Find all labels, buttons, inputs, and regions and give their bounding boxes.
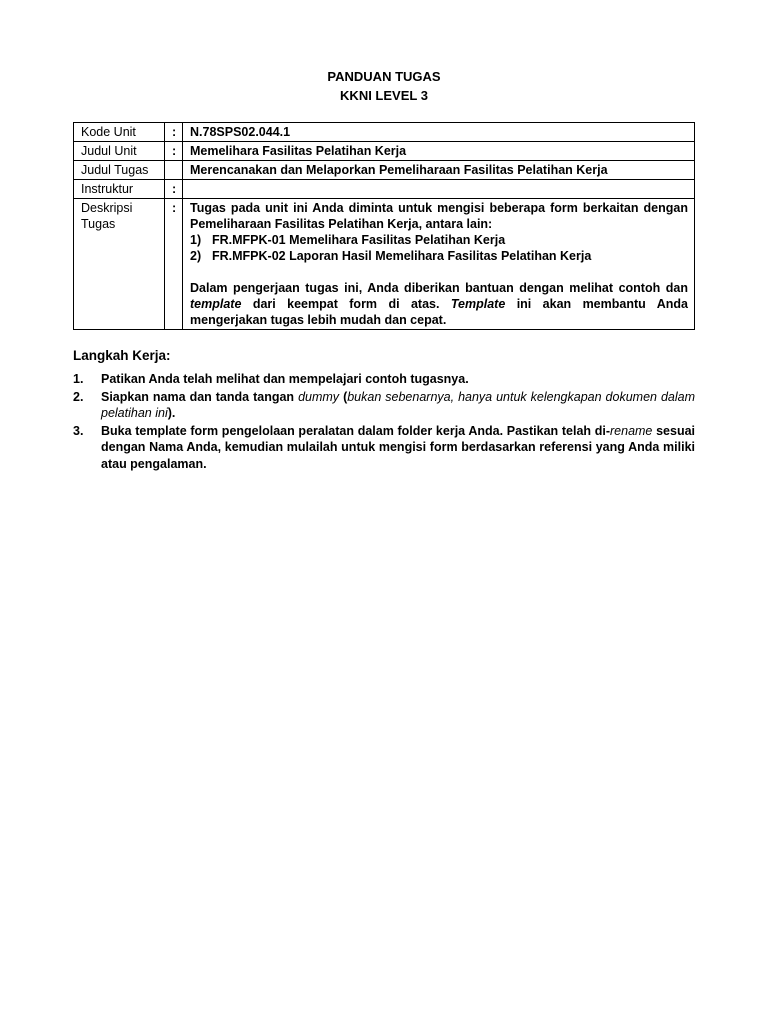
form-list (190, 232, 688, 264)
label-deskripsi-line1: Deskripsi (81, 201, 133, 215)
note-italic-template: template (190, 297, 242, 311)
list-item-number: 1) (190, 233, 202, 247)
list-item-number: 2) (190, 249, 202, 263)
langkah-kerja-list (73, 371, 695, 473)
step-text-a: Siapkan nama dan tanda tangan (101, 389, 295, 404)
separator: : (165, 123, 183, 142)
step-item (73, 389, 695, 422)
step-italic-rename: rename (610, 423, 653, 438)
step-text (101, 423, 695, 473)
list-item (190, 248, 688, 264)
step-text: Patikan Anda telah melihat dan mempelajari contoh tugasnya. (101, 372, 469, 386)
separator-empty (165, 161, 183, 180)
step-text-c: ). (167, 406, 176, 420)
note-text-3: ini akan membantu Anda mengerjakan tugas lebih mudah dan cepat. (190, 297, 688, 327)
label-judul-tugas: Judul Tugas (74, 161, 165, 180)
list-item-text: FR.MFPK-02 Laporan Hasil Memelihara Fasilitas Pelatihan Kerja (212, 249, 592, 263)
step-number: 1. (73, 372, 84, 386)
separator: : (165, 180, 183, 199)
label-judul-unit: Judul Unit (74, 142, 165, 161)
label-kode-unit: Kode Unit (74, 123, 165, 142)
deskripsi-note (190, 280, 688, 328)
step-item (73, 371, 695, 388)
label-instruktur: Instruktur (74, 180, 165, 199)
table-row-judul-tugas (74, 161, 695, 180)
value-instruktur (183, 180, 695, 199)
list-item-text: FR.MFPK-01 Memelihara Fasilitas Pelatihan Kerja (212, 233, 506, 247)
value-judul-unit: Memelihara Fasilitas Pelatihan Kerja (183, 142, 695, 161)
document-title: PANDUAN TUGAS (327, 69, 441, 84)
step-text-b: ( (343, 389, 348, 404)
value-kode-unit: N.78SPS02.044.1 (183, 123, 695, 142)
label-deskripsi-tugas (74, 199, 165, 330)
value-judul-tugas: Merencanakan dan Melaporkan Pemeliharaan Fasilitas Pelatihan Kerja (183, 161, 695, 180)
step-text (101, 389, 695, 422)
document-subtitle: KKNI LEVEL 3 (340, 88, 428, 103)
separator: : (165, 199, 183, 330)
step-text-a: Buka template form pengelolaan peralatan dalam folder kerja Anda. Pastikan telah di- (101, 423, 610, 438)
note-text-2: dari keempat form di atas. (252, 297, 440, 311)
table-row-kode-unit (74, 123, 695, 142)
step-number: 3. (73, 423, 84, 438)
note-text-1: Dalam pengerjaan tugas ini, Anda diberikan bantuan dengan melihat contoh dan (190, 281, 688, 295)
task-info-table (73, 122, 695, 330)
label-deskripsi-line2: Tugas (81, 217, 116, 231)
table-row-instruktur (74, 180, 695, 199)
table-row-judul-unit (74, 142, 695, 161)
step-italic-dummy: dummy (298, 389, 340, 404)
table-row-deskripsi (74, 199, 695, 330)
step-item (73, 423, 695, 473)
step-number: 2. (73, 389, 84, 404)
separator: : (165, 142, 183, 161)
langkah-kerja-heading: Langkah Kerja: (73, 348, 171, 363)
deskripsi-intro: Tugas pada unit ini Anda diminta untuk mengisi beberapa form berkaitan dengan Pemeliharaan Fasilitas Pelatihan Kerja, antara lain: (190, 201, 688, 231)
list-item (190, 232, 688, 248)
note-italic-template-2: Template (450, 297, 506, 311)
value-deskripsi-tugas (183, 199, 695, 330)
step-italic-note: bukan sebenarnya, hanya untuk kelengkapan dokumen dalam pelatihan ini (101, 389, 696, 420)
step-text-b: sesuai dengan Nama Anda, kemudian mulailah untuk mengisi form berdasarkan referensi yang Anda miliki atau pengalaman. (101, 423, 696, 471)
